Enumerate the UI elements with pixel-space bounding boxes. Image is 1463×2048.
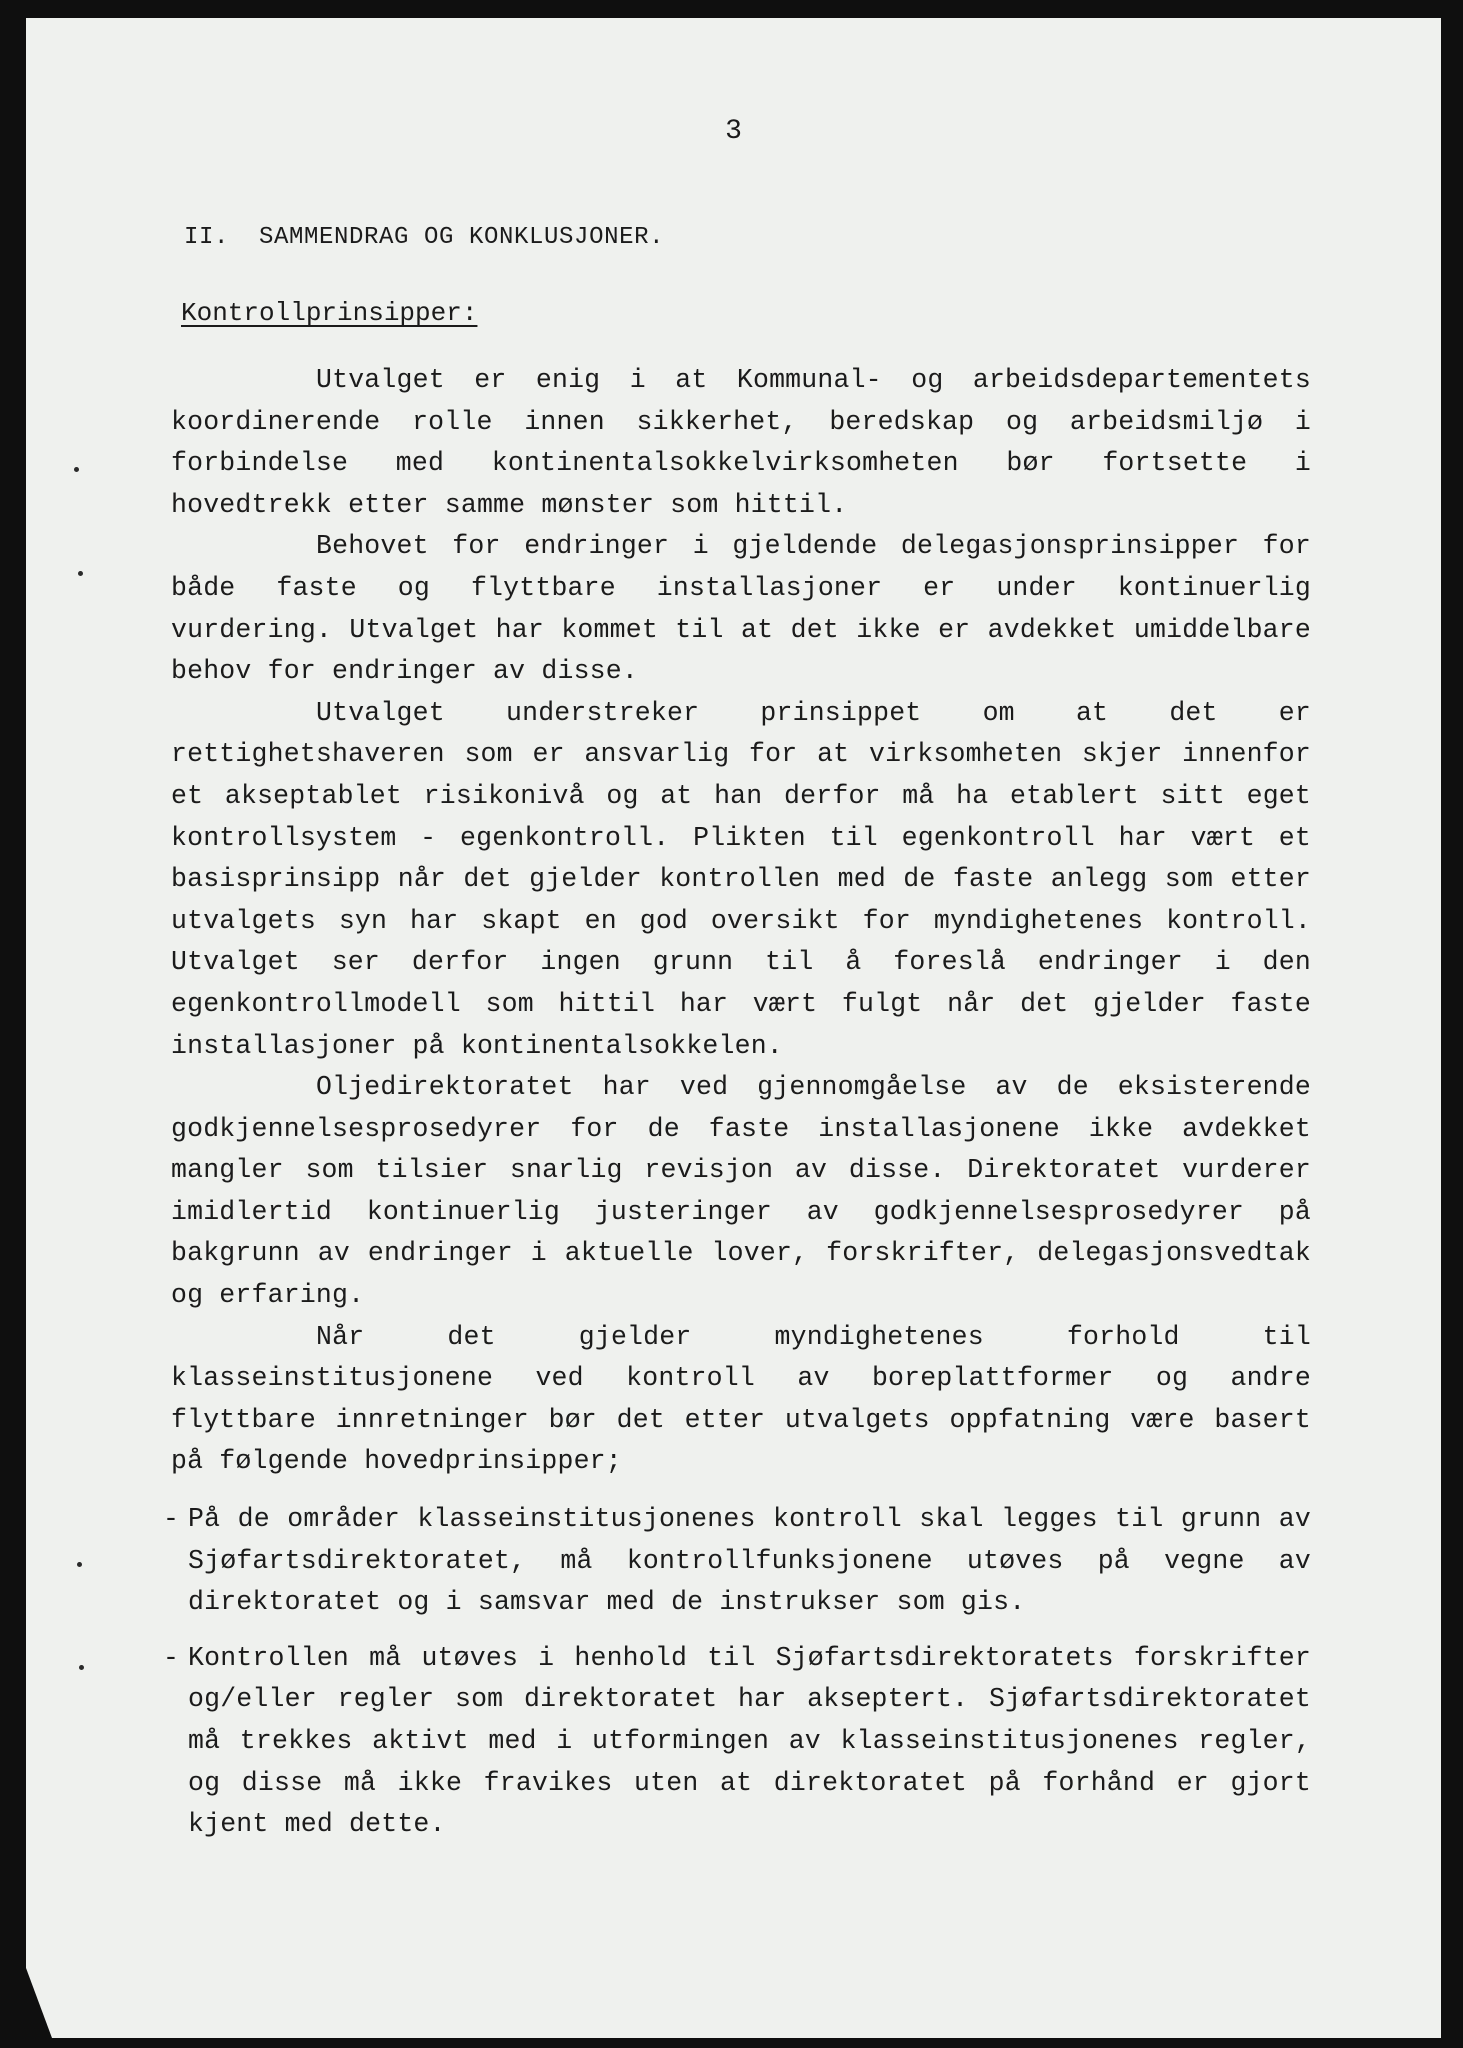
margin-mark [77, 1562, 82, 1567]
bullet-text: På de områder klasseinstitusjonenes kontroll skal legges til grunn av Sjøfartsdirektoratet, må kontrollfunksjonene utøves på vegne av direktoratet og i samsvar med de instrukser som gis. [188, 1504, 1311, 1618]
margin-mark [79, 1665, 84, 1670]
page-number: 3 [725, 116, 742, 147]
paragraph: Behovet for endringer i gjeldende delegasjonsprinsipper for både faste og flyttbare installasjoner er under kontinuerlig vurdering. Utvalget har kommet til at det ikke er avdekket umiddelbare behov for endringer av disse. [171, 531, 1311, 687]
paragraph: Utvalget er enig i at Kommunal- og arbeidsdepartementets koordinerende rolle innen sikkerhet, beredskap og arbeidsmiljø i forbindelse med kontinentalsokkelvirksomheten bør fortsette i hovedtrekk etter samme mønster som hittil. [171, 365, 1311, 520]
page-corner-fold [26, 1968, 52, 2038]
margin-mark [78, 571, 83, 576]
bullet-list [163, 1499, 1311, 1846]
paragraph: Når det gjelder myndighetenes forhold til klasseinstitusjonene ved kontroll av boreplattformer og andre flyttbare innretninger bør det etter utvalgets oppfatning være basert på følgende hovedprinsipper; [171, 1321, 1311, 1477]
bullet-text: Kontrollen må utøves i henhold til Sjøfartsdirektoratets forskrifter og/eller regler som direktoratet har akseptert. Sjøfartsdirektoratet må trekkes aktivt med i utformingen av klasseinstitusjonenes regler, og disse må ikke fravikes uten at direktoratet på forhånd er gjort kjent med dette. [188, 1642, 1311, 1840]
paragraph: Oljedirektoratet har ved gjennomgåelse av de eksisterende godkjennelsesprosedyrer for de faste installasjonene ikke avdekket mangler som tilsier snarlig revisjon av disse. Direktoratet vurderer imidlertid kontinuerlig justeringer av godkjennelsesprosedyrer på bakgrunn av endringer i aktuelle lover, forskrifter, delegasjonsvedtak og erfaring. [171, 1072, 1311, 1311]
document-body [163, 360, 1311, 1860]
subsection-heading: Kontrollprinsipper: [181, 298, 478, 328]
section-heading: II. SAMMENDRAG OG KONKLUSJONER. [184, 224, 665, 251]
margin-mark [74, 467, 79, 472]
document-page [26, 18, 1441, 2038]
bullet-marker: - [163, 1504, 180, 1535]
bullet-marker: - [163, 1642, 180, 1673]
bullet-item [163, 1499, 1311, 1624]
paragraph: Utvalget understreker prinsippet om at det er rettighetshaveren som er ansvarlig for at virksomheten skjer innenfor et akseptablet risikonivå og at han derfor må ha etablert sitt eget kontrollsystem - egenkontroll. Plikten til egenkontroll har vært et basisprinsipp når det gjelder kontrollen med de faste anlegg som etter utvalgets syn har skapt en god oversikt for myndighetenes kontroll. Utvalget ser derfor ingen grunn til å foreslå endringer i den egenkontrollmodell som hittil har vært fulgt når det gjelder faste installasjoner på kontinentalsokkelen. [171, 697, 1311, 1061]
bullet-item [163, 1638, 1311, 1846]
